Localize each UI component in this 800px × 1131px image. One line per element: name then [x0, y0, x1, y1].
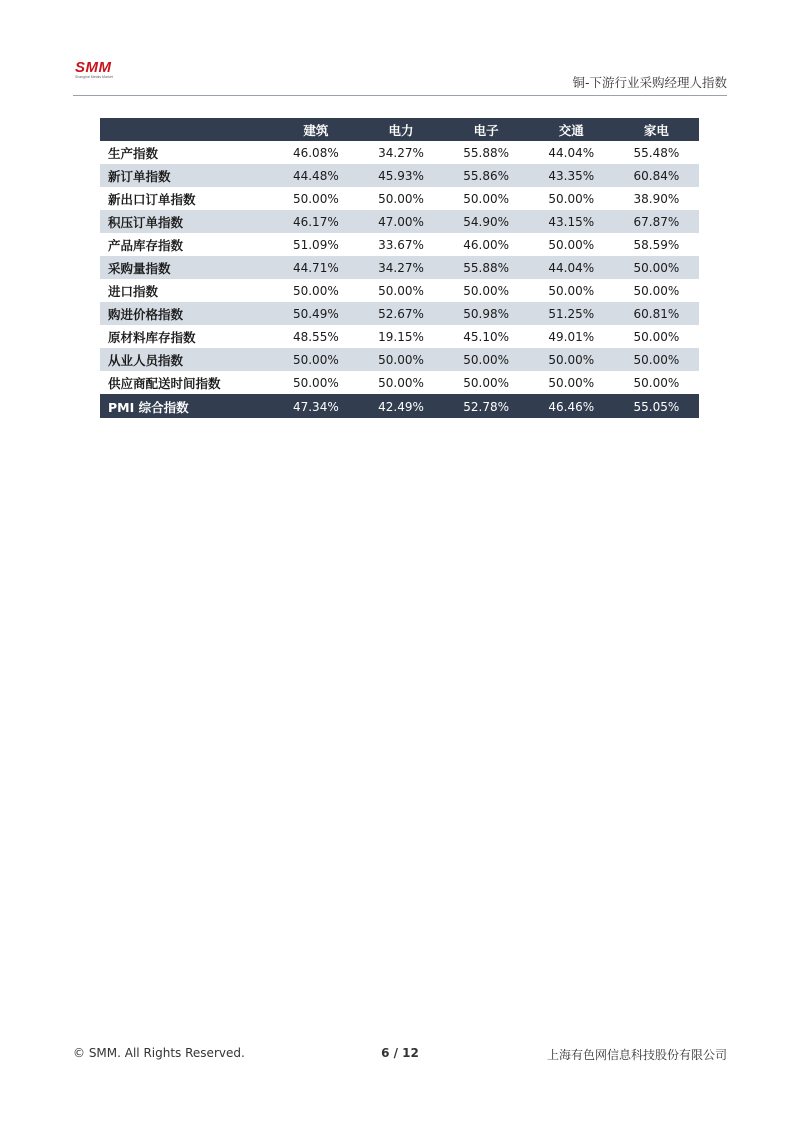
table-cell: 50.00% [273, 348, 358, 371]
row-label: 新订单指数 [100, 164, 273, 187]
table-cell: 51.09% [292, 237, 339, 252]
table-row [100, 233, 699, 256]
table-cell: 50.00% [633, 375, 680, 390]
footer-copyright: © SMM. All Rights Reserved. [73, 1046, 245, 1060]
column-header: 建筑 [273, 118, 358, 141]
table-cell: 44.04% [548, 145, 595, 160]
table-cell: 60.81% [614, 302, 699, 325]
table-row [100, 256, 699, 279]
table-cell: 34.27% [358, 256, 443, 279]
row-label: 采购量指数 [100, 256, 273, 279]
table-cell: 33.67% [378, 237, 424, 252]
table-cell: 55.86% [444, 164, 529, 187]
table-cell: 50.00% [378, 283, 424, 298]
table-cell: 48.55% [292, 329, 339, 344]
table-cell: 50.00% [548, 283, 595, 298]
table-cell: 54.90% [444, 210, 529, 233]
table-cell: 55.88% [463, 145, 510, 160]
table-cell: 44.04% [529, 256, 614, 279]
row-label: 从业人员指数 [100, 348, 273, 371]
row-label: 新出口订单指数 [108, 191, 196, 207]
table-cell: 45.93% [358, 164, 443, 187]
table-cell: 58.59% [633, 237, 680, 252]
table-cell: 38.90% [633, 191, 680, 206]
table-row [100, 348, 699, 371]
table-cell: 55.88% [444, 256, 529, 279]
page-header-title: 铜-下游行业采购经理人指数 [572, 75, 727, 90]
table-cell: 46.17% [273, 210, 358, 233]
table-cell: 46.00% [463, 237, 510, 252]
column-header: 电力 [358, 118, 443, 141]
table-cell: 50.00% [548, 375, 595, 390]
table-cell: 50.98% [444, 302, 529, 325]
table-cell: 50.00% [529, 348, 614, 371]
table-total-row [100, 395, 699, 419]
table-cell: 34.27% [378, 145, 424, 160]
table-cell: 46.08% [292, 145, 339, 160]
logo-subtext: Shanghai Metals Market [75, 75, 113, 79]
table-cell: 55.05% [614, 395, 699, 419]
row-label: 原材料库存指数 [108, 329, 196, 345]
table-cell: 50.00% [463, 283, 510, 298]
table-cell: 44.71% [273, 256, 358, 279]
page-number: 6 / 12 [381, 1046, 419, 1060]
table-row [100, 325, 699, 348]
table-cell: 47.00% [358, 210, 443, 233]
row-label: 进口指数 [108, 283, 159, 299]
table-cell: 55.48% [633, 145, 680, 160]
table-cell: 50.00% [548, 191, 595, 206]
table-cell: 19.15% [378, 329, 424, 344]
table-cell: 50.00% [633, 329, 680, 344]
column-header: 电子 [444, 118, 529, 141]
table-cell: 60.84% [614, 164, 699, 187]
table-row [100, 187, 699, 210]
header-divider [73, 95, 727, 96]
table-cell: 67.87% [614, 210, 699, 233]
table-cell: 45.10% [463, 329, 510, 344]
column-header [100, 118, 273, 141]
table-cell: 50.00% [358, 348, 443, 371]
table-cell: 50.00% [292, 375, 339, 390]
table-cell: 50.00% [292, 283, 339, 298]
column-header: 家电 [614, 118, 699, 141]
table-cell: 52.78% [444, 395, 529, 419]
row-label: PMI 综合指数 [100, 395, 273, 419]
table-row [100, 371, 699, 395]
table-cell: 51.25% [529, 302, 614, 325]
smm-logo [75, 60, 145, 86]
table-cell: 46.46% [529, 395, 614, 419]
table-cell: 50.00% [292, 191, 339, 206]
table-cell: 50.00% [444, 348, 529, 371]
table-cell: 43.35% [529, 164, 614, 187]
table-row [100, 164, 699, 187]
column-header: 交通 [529, 118, 614, 141]
table-cell: 50.00% [614, 256, 699, 279]
row-label: 购进价格指数 [100, 302, 273, 325]
table-row [100, 210, 699, 233]
row-label: 积压订单指数 [100, 210, 273, 233]
table-cell: 49.01% [548, 329, 595, 344]
table-cell: 50.00% [633, 283, 680, 298]
footer-company: 上海有色网信息科技股份有限公司 [546, 1048, 727, 1062]
row-label: 产品库存指数 [108, 237, 184, 253]
table-cell: 42.49% [358, 395, 443, 419]
row-label: 生产指数 [108, 145, 159, 161]
table-row [100, 302, 699, 325]
table-cell: 50.49% [273, 302, 358, 325]
table-cell: 50.00% [378, 375, 424, 390]
logo-text: SMM [75, 59, 112, 76]
table-cell: 50.00% [463, 375, 510, 390]
table-cell: 50.00% [378, 191, 424, 206]
table-cell: 50.00% [463, 191, 510, 206]
table-header-row [100, 118, 699, 141]
table-cell: 50.00% [614, 348, 699, 371]
table-cell: 44.48% [273, 164, 358, 187]
pmi-table [100, 118, 699, 418]
table-cell: 50.00% [548, 237, 595, 252]
table-row [100, 141, 699, 164]
table-cell: 52.67% [358, 302, 443, 325]
row-label: 供应商配送时间指数 [108, 375, 221, 391]
table-cell: 43.15% [529, 210, 614, 233]
table-row [100, 279, 699, 302]
table-cell: 47.34% [273, 395, 358, 419]
